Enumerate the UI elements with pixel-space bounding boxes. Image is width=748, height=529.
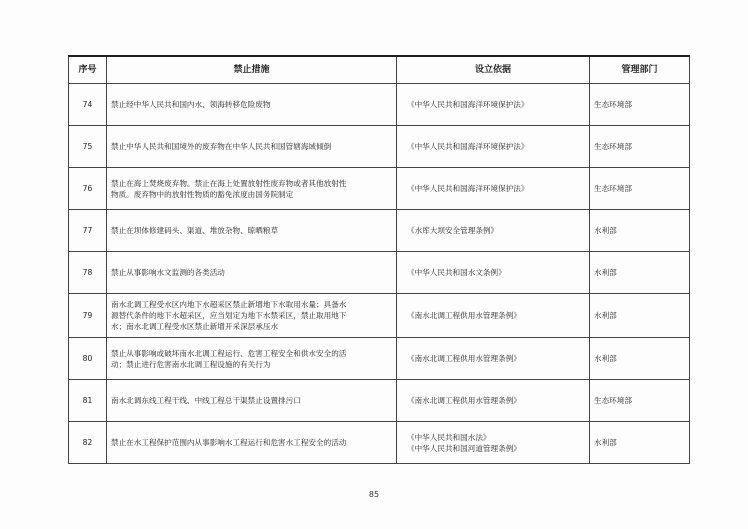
cell-measure: [107, 126, 397, 168]
cell-no: 77: [69, 210, 107, 252]
table-row: [69, 338, 690, 380]
cell-measure: [107, 168, 397, 210]
cell-dept: 水利部: [590, 422, 690, 464]
measure-line: 水；南水北调工程受水区禁止新增开采深层承压水: [111, 322, 279, 331]
cell-measure: [107, 84, 397, 126]
cell-basis: [397, 422, 590, 464]
cell-dept: 水利部: [590, 294, 690, 338]
cell-measure: [107, 338, 397, 380]
cell-no: 80: [69, 338, 107, 380]
cell-basis: [397, 84, 590, 126]
table-body: [69, 84, 690, 464]
table-row: [69, 422, 690, 464]
cell-dept: 生态环境部: [590, 380, 690, 422]
cell-dept: 水利部: [590, 210, 690, 252]
measure-line: 禁止经中华人民共和国内水、领海转移危险废物: [111, 100, 271, 109]
basis-line: 《南水北调工程供用水管理条例》: [407, 354, 521, 363]
table-row: [69, 294, 690, 338]
basis-line: 《中华人民共和国水文条例》: [407, 268, 506, 277]
cell-dept: 生态环境部: [590, 168, 690, 210]
table-row: [69, 252, 690, 294]
measure-line: 禁止在海上焚烧废弃物。禁止在海上处置放射性废弃物或者其他放射性: [111, 178, 347, 188]
cell-no: 75: [69, 126, 107, 168]
cell-no: 81: [69, 380, 107, 422]
cell-measure: [107, 210, 397, 252]
header-basis: 设立依据: [397, 56, 590, 84]
measure-line: 禁止从事影响或破坏南水北调工程运行、危害工程安全和供水安全的活: [111, 348, 347, 358]
table-row: [69, 210, 690, 252]
cell-no: 76: [69, 168, 107, 210]
cell-measure: [107, 380, 397, 422]
measure-line: 禁止在坝体修建码头、渠道、堆放杂物、晾晒粮草: [111, 226, 279, 235]
basis-line: 《中华人民共和国海洋环境保护法》: [407, 100, 529, 109]
cell-basis: [397, 380, 590, 422]
basis-line: 《中华人民共和国水法》: [407, 432, 491, 442]
cell-no: 79: [69, 294, 107, 338]
header-no: 序号: [69, 56, 107, 84]
cell-dept: 水利部: [590, 338, 690, 380]
basis-line: 《南水北调工程供用水管理条例》: [407, 311, 521, 320]
measure-line: 动；禁止进行危害南水北调工程设施的有关行为: [111, 359, 271, 369]
cell-basis: [397, 338, 590, 380]
basis-line: 《中华人民共和国河道管理条例》: [407, 443, 521, 453]
table-row: [69, 168, 690, 210]
measure-line: 禁止中华人民共和国境外的废弃物在中华人民共和国管辖海域倾倒: [111, 142, 332, 151]
basis-line: 《中华人民共和国海洋环境保护法》: [407, 184, 529, 193]
cell-basis: [397, 294, 590, 338]
cell-basis: [397, 126, 590, 168]
cell-dept: 水利部: [590, 252, 690, 294]
basis-line: 《南水北调工程供用水管理条例》: [407, 396, 521, 405]
page-number: 85: [368, 490, 380, 499]
cell-basis: [397, 210, 590, 252]
measure-line: 南水北调工程受水区内地下水超采区禁止新增地下水取用水量；具备水: [111, 300, 347, 309]
measure-line: 源替代条件的地下水超采区，应当划定为地下水禁采区，禁止取用地下: [111, 311, 347, 320]
table-row: [69, 380, 690, 422]
cell-no: 74: [69, 84, 107, 126]
cell-no: 78: [69, 252, 107, 294]
basis-line: 《水库大坝安全管理条例》: [407, 226, 499, 235]
measure-line: 禁止在水工程保护范围内从事影响水工程运行和危害水工程安全的活动: [111, 438, 347, 447]
cell-no: 82: [69, 422, 107, 464]
cell-basis: [397, 168, 590, 210]
cell-dept: 生态环境部: [590, 126, 690, 168]
table-header-row: [69, 56, 690, 84]
header-measure: 禁止措施: [107, 56, 397, 84]
table-row: [69, 126, 690, 168]
prohibition-table: [68, 55, 690, 464]
cell-measure: [107, 252, 397, 294]
table-row: [69, 84, 690, 126]
cell-dept: 生态环境部: [590, 84, 690, 126]
measure-line: 禁止从事影响水文监测的各类活动: [111, 268, 225, 277]
cell-basis: [397, 252, 590, 294]
basis-line: 《中华人民共和国海洋环境保护法》: [407, 142, 529, 151]
measure-line: 南水北调东线工程干线、中线工程总干渠禁止设置排污口: [111, 396, 301, 405]
measure-line: 物质。废弃物中的放射性物质的豁免浓度由国务院制定: [111, 189, 294, 199]
cell-measure: [107, 294, 397, 338]
header-dept: 管理部门: [590, 56, 690, 84]
cell-measure: [107, 422, 397, 464]
